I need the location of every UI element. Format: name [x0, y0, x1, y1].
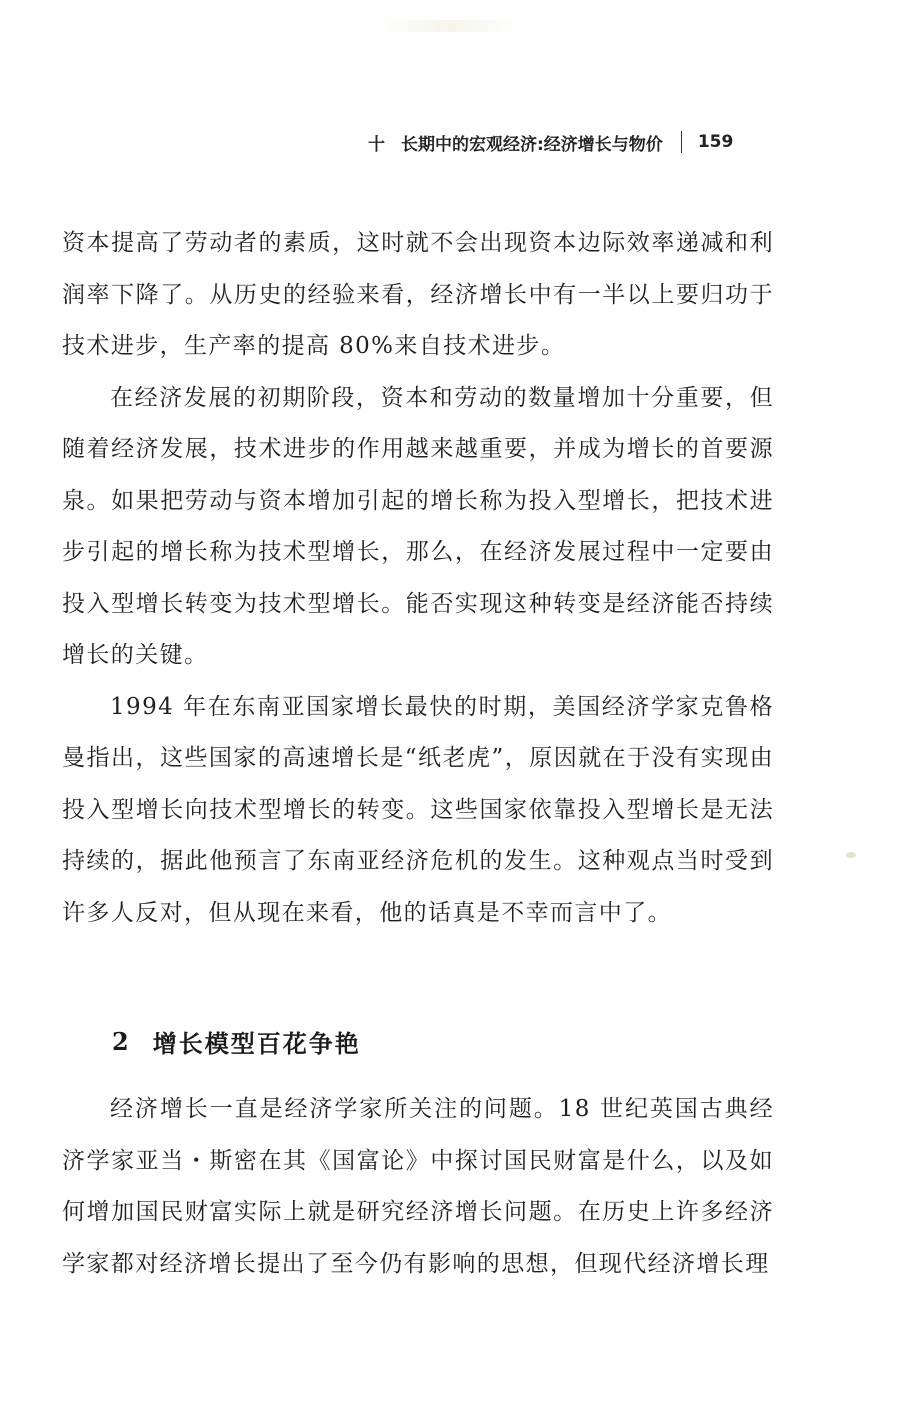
- page-number: 159: [697, 132, 734, 152]
- paragraph: 1994 年在东南亚国家增长最快的时期，美国经济学家克鲁格曼指出，这些国家的高速增长是“纸老虎”，原因就在于没有实现由投入型增长向技术型增长的转变。这些国家依靠投入型增长是无法持续的，据此他预言了东南亚经济危机的发生。这种观点当时受到许多人反对，但从现在来看，他的话真是不幸而言中了。: [62, 693, 774, 926]
- running-head: [360, 127, 780, 157]
- header-divider: [681, 131, 682, 153]
- paragraph: 经济增长一直是经济学家所关注的问题。18 世纪英国古典经济学家亚当・斯密在其《国富论》中探讨国民财富是什么，以及如何增加国民财富实际上就是研究经济增长问题。在历史上许多经济学家都对经济增长提出了至今仍有影响的思想，但现代经济增长理: [62, 1096, 774, 1277]
- paragraph: 资本提高了劳动者的素质，这时就不会出现资本边际效率递减和利润率下降了。从历史的经验来看，经济增长中有一半以上要归功于技术进步，生产率的提高 80%来自技术进步。: [62, 230, 774, 359]
- body-text-before-section: [62, 218, 774, 939]
- section-number: 2: [112, 1026, 129, 1056]
- section-title: 增长模型百花争艳: [152, 1029, 361, 1058]
- body-text-after-section: [62, 1084, 774, 1290]
- section-heading: [112, 1018, 361, 1064]
- chapter-marker: 十: [368, 134, 385, 155]
- paper-speck: [846, 852, 856, 858]
- chapter-title: 长期中的宏观经济:经济增长与物价: [401, 134, 663, 155]
- bleed-through-mark: [380, 20, 520, 32]
- paragraph: 在经济发展的初期阶段，资本和劳动的数量增加十分重要，但随着经济发展，技术进步的作用越来越重要，并成为增长的首要源泉。如果把劳动与资本增加引起的增长称为投入型增长，把技术进步引起的增长称为技术型增长，那么，在经济发展过程中一定要由投入型增长转变为技术型增长。能否实现这种转变是经济能否持续增长的关键。: [62, 384, 774, 668]
